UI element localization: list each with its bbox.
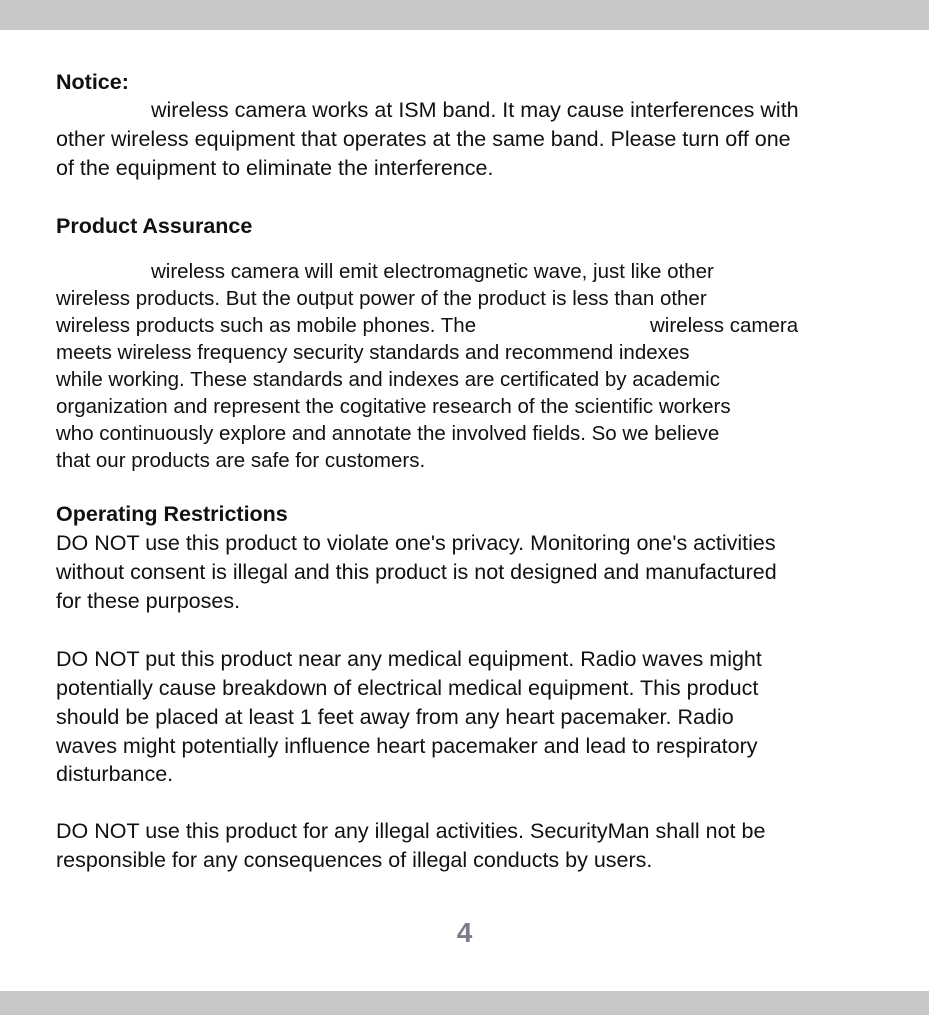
assurance-line-7: who continuously explore and annotate the involved fields. So we believe	[56, 422, 720, 445]
restrictions-p2-line-5: disturbance.	[56, 762, 174, 786]
restrictions-p1-line-2: without consent is illegal and this product is not designed and manufactured	[56, 560, 777, 584]
notice-line-2: other wireless equipment that operates at the same band. Please turn off one	[56, 127, 791, 151]
assurance-line-4: meets wireless frequency security standards and recommend indexes	[56, 341, 690, 364]
restrictions-p3-line-1: DO NOT use this product for any illegal activities. SecurityMan shall not be	[56, 819, 766, 843]
assurance-line-2: wireless products. But the output power of the product is less than other	[56, 287, 707, 310]
notice-line-1: wireless camera works at ISM band. It may cause interferences with	[151, 98, 799, 122]
bottom-bar	[0, 991, 929, 1015]
assurance-line-3: wireless products such as mobile phones. The	[56, 314, 477, 337]
top-bar	[0, 0, 929, 30]
notice-heading: Notice:	[56, 70, 129, 94]
restrictions-p2-line-4: waves might potentially influence heart pacemaker and lead to respiratory	[56, 734, 758, 758]
restrictions-p1-line-1: DO NOT use this product to violate one's privacy. Monitoring one's activities	[56, 531, 776, 555]
restrictions-heading: Operating Restrictions	[56, 502, 288, 526]
restrictions-p3-line-2: responsible for any consequences of illegal conducts by users.	[56, 848, 653, 872]
assurance-heading: Product Assurance	[56, 214, 253, 238]
notice-line-3: of the equipment to eliminate the interference.	[56, 156, 494, 180]
restrictions-p2-line-1: DO NOT put this product near any medical equipment. Radio waves might	[56, 647, 762, 671]
assurance-line-1: wireless camera will emit electromagnetic wave, just like other	[151, 260, 714, 283]
assurance-line-3-tail: wireless camera	[650, 314, 799, 337]
restrictions-p2-line-3: should be placed at least 1 feet away from any heart pacemaker. Radio	[56, 705, 734, 729]
assurance-line-6: organization and represent the cogitative research of the scientific workers	[56, 395, 731, 418]
assurance-line-5: while working. These standards and indexes are certificated by academic	[56, 368, 720, 391]
restrictions-p1-line-3: for these purposes.	[56, 589, 241, 613]
assurance-line-8: that our products are safe for customers.	[56, 449, 426, 472]
restrictions-p2-line-2: potentially cause breakdown of electrical medical equipment. This product	[56, 676, 759, 700]
page-number: 4	[456, 917, 473, 948]
